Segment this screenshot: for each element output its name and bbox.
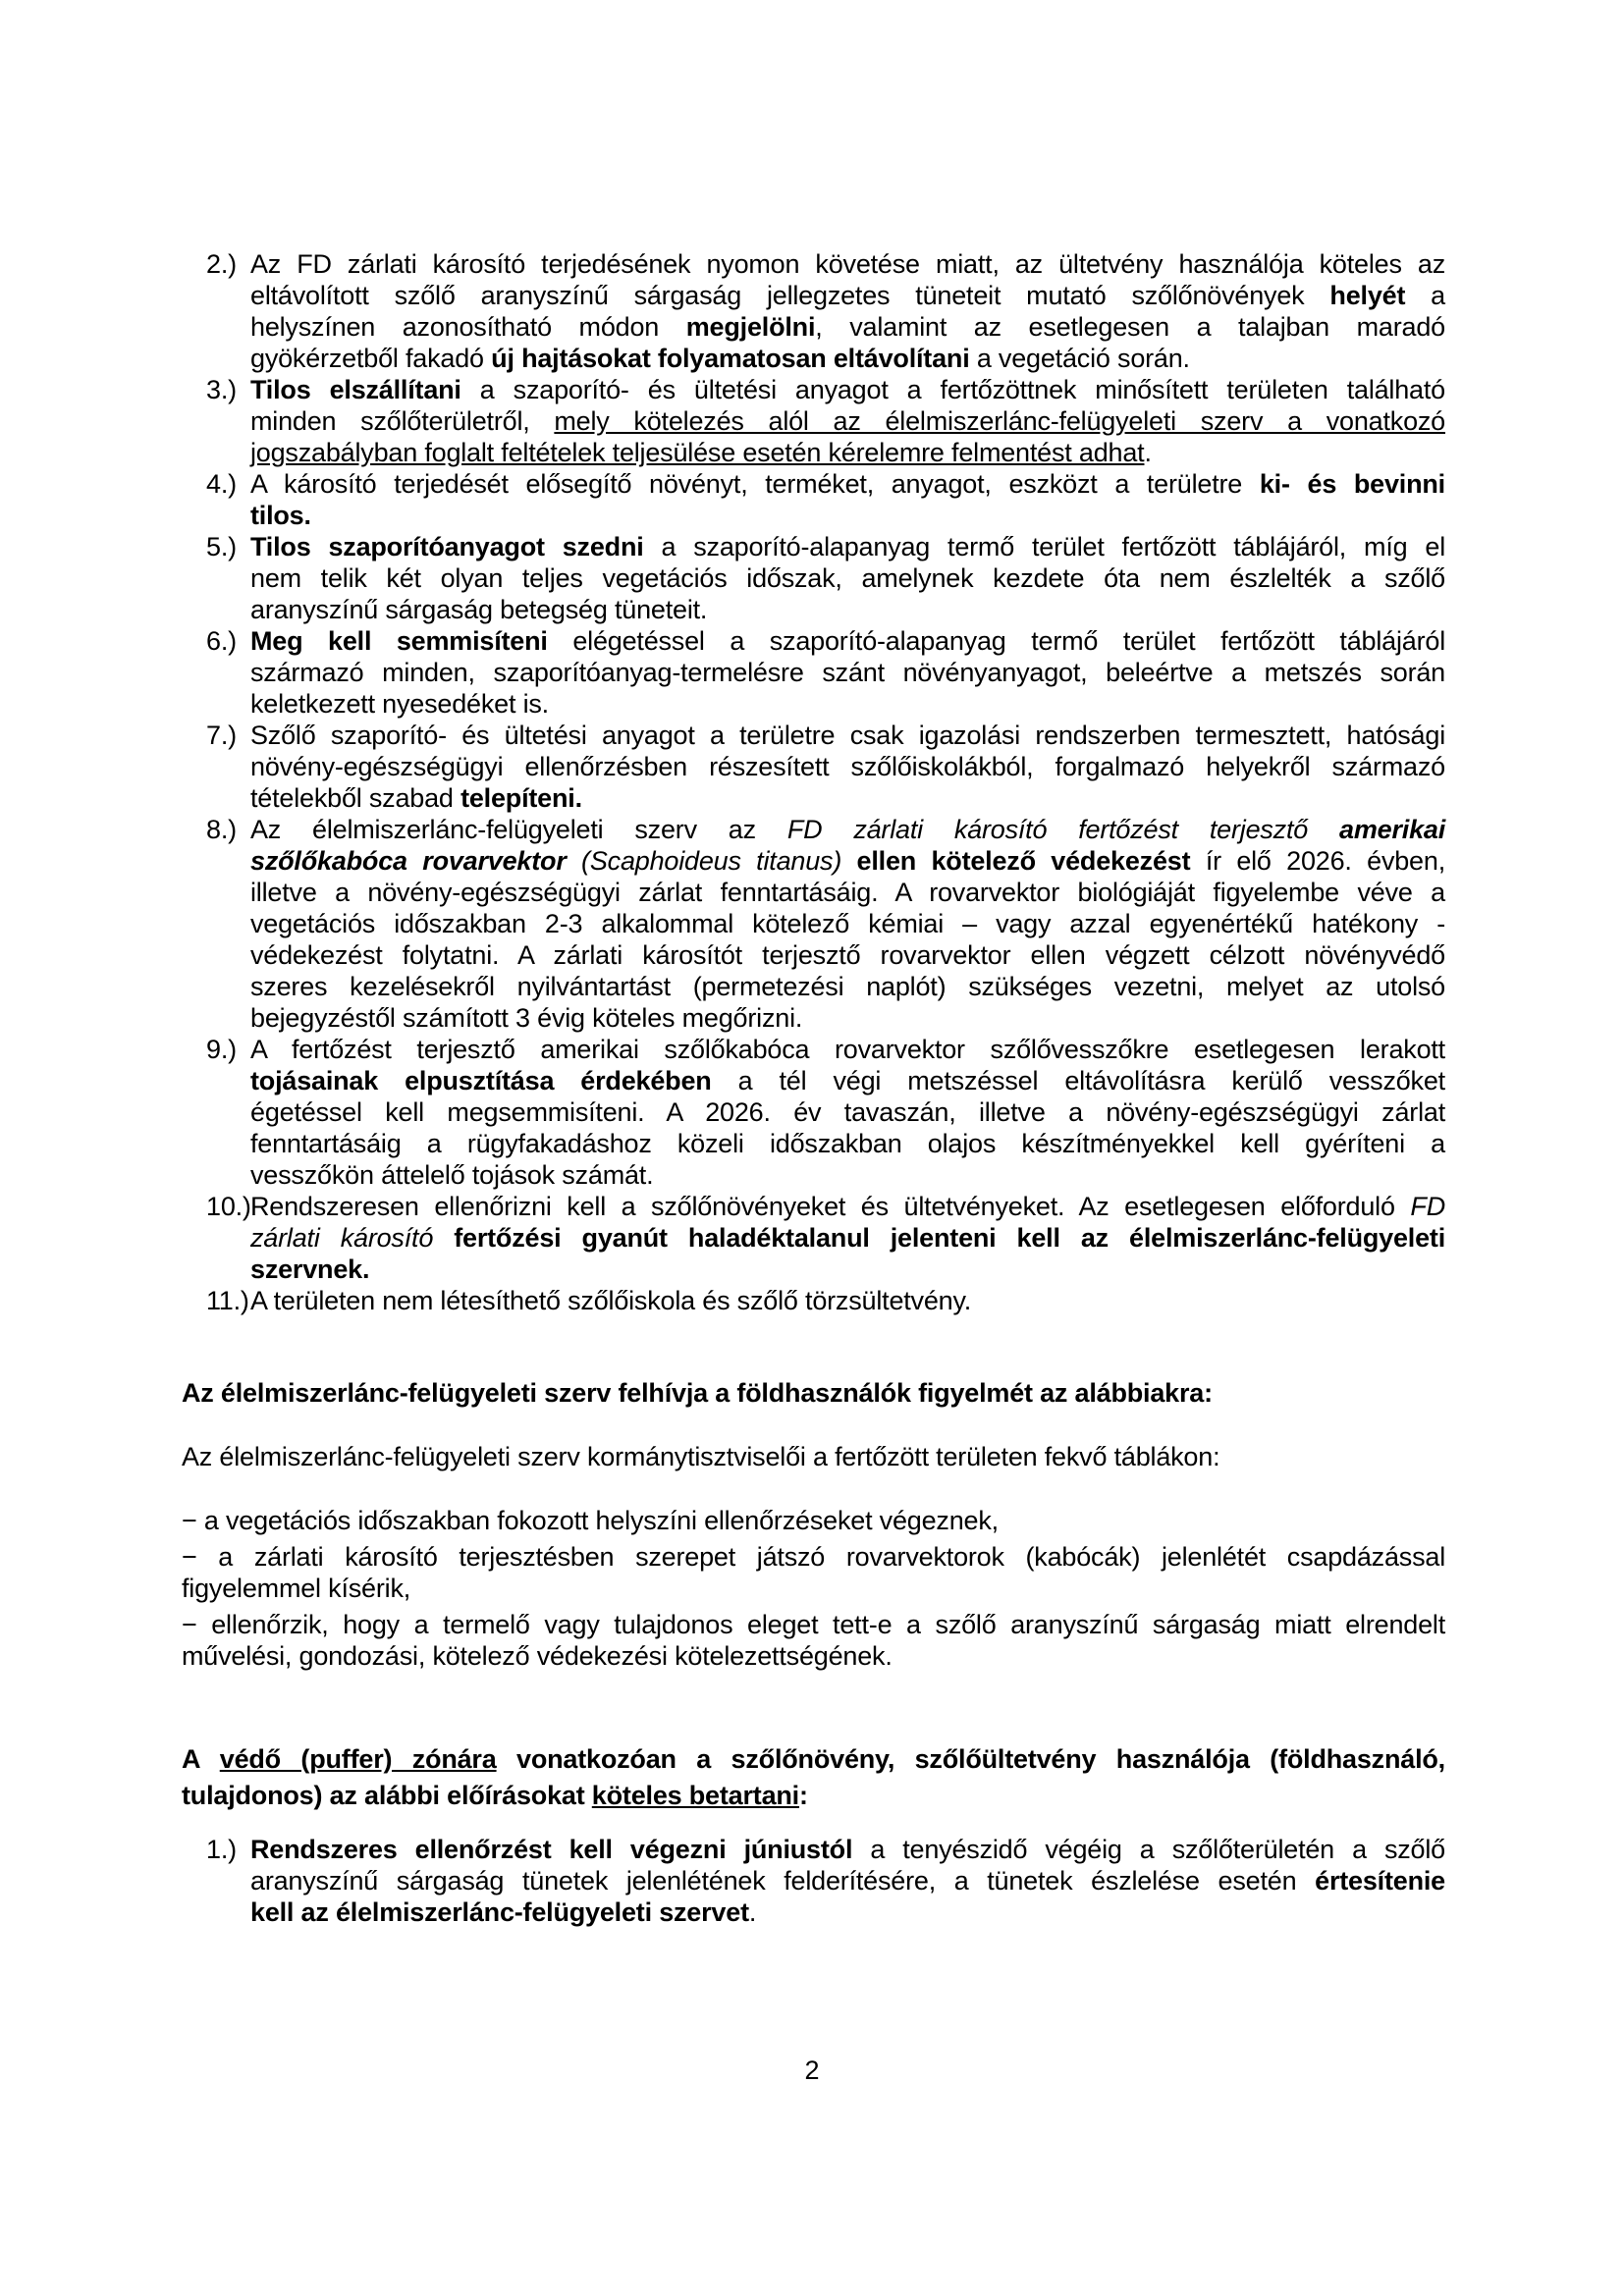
text-segment: tilos.: [250, 501, 311, 530]
item-number: 9.): [206, 1035, 237, 1064]
numbered-item: [182, 248, 1445, 374]
text-segment: a tél végi metszéssel eltávolításra kerülő vesszőket: [711, 1066, 1445, 1095]
text-line: [250, 782, 1445, 814]
text-segment: Az élelmiszerlánc-felügyeleti szerv kormánytisztviselői a fertőzött területen fekvő táblákon:: [182, 1442, 1220, 1471]
text-line: [250, 311, 1445, 343]
text-line: [250, 468, 1445, 500]
text-line: [250, 1254, 1445, 1285]
text-line: [182, 1541, 1445, 1573]
text-segment: égetéssel kell megsemmisíteni. A 2026. év tavaszán, illetve a növény-egészségügyi zárlat: [250, 1097, 1445, 1127]
text-line: [250, 1128, 1445, 1159]
dash-item: [182, 1541, 1445, 1604]
text-segment: Tilos elszállítani: [250, 375, 461, 404]
text-segment: vonatkozóan a szőlőnövény, szőlőültetvény használója (földhasználó,: [496, 1744, 1445, 1774]
page-number: 2: [804, 2056, 820, 2085]
text-line: [250, 405, 1445, 437]
text-segment: − ellenőrzik, hogy a termelő vagy tulajdonos eleget tett-e a szőlő aranyszínű sárgaság miatt elrendelt: [182, 1610, 1445, 1639]
item-number: 6.): [206, 626, 237, 656]
numbered-item: [182, 1285, 1445, 1316]
text-line: [250, 971, 1445, 1002]
text-line: [250, 657, 1445, 688]
text-segment: szőlőkabóca rovarvektor: [250, 846, 567, 876]
text-segment: fenntartásáig a rügyfakadáshoz közeli időszakban olajos készítményekkel kell gyéríteni a: [250, 1129, 1445, 1158]
text-segment: minden szőlőterületről,: [250, 406, 555, 436]
text-line: [250, 1002, 1445, 1034]
numbered-item: [182, 1191, 1445, 1285]
text-line: [250, 248, 1445, 280]
text-segment: ír elő 2026. évben,: [1190, 846, 1445, 876]
text-line: [250, 1285, 1445, 1316]
text-line: [250, 1896, 1445, 1928]
text-segment: FD: [1410, 1192, 1445, 1221]
numbered-item: [182, 468, 1445, 531]
text-segment: Az élelmiszerlánc-felügyeleti szerv felhívja a földhasználók figyelmét az alábbiakra:: [182, 1378, 1213, 1408]
text-segment: a szaporító- és ültetési anyagot a fertőzöttnek minősített területen található: [460, 375, 1445, 404]
text-line: [250, 374, 1445, 405]
text-segment: elégetéssel a szaporító-alapanyag termő terület fertőzött táblájáról: [547, 626, 1445, 656]
text-segment: tételekből szabad: [250, 783, 461, 813]
item-number: 4.): [206, 469, 237, 499]
dash-item: [182, 1505, 1445, 1536]
item-number: 10.): [206, 1192, 251, 1221]
numbered-item: [182, 531, 1445, 625]
text-segment: mely kötelezés alól az élelmiszerlánc-felügyeleti szerv a vonatkozó: [554, 406, 1445, 436]
text-segment: szervnek.: [250, 1255, 370, 1284]
text-segment: A: [182, 1744, 220, 1774]
text-segment: aranyszínű sárgaság betegség tüneteit.: [250, 595, 708, 624]
text-line: [250, 939, 1445, 971]
text-segment: .: [748, 1897, 757, 1927]
text-segment: A károsító terjedését elősegítő növényt, terméket, anyagot, eszközt a területre: [250, 469, 1260, 499]
text-segment: Tilos szaporítóanyagot szedni: [250, 532, 644, 561]
text-segment: a vegetáció során.: [969, 344, 1190, 373]
numbered-item: [182, 374, 1445, 468]
text-segment: keletkezett nyesedéket is.: [250, 689, 549, 719]
dash-item: [182, 1609, 1445, 1672]
text-segment: helyszínen azonosítható módon: [250, 312, 686, 342]
item-number: 3.): [206, 375, 237, 404]
numbered-item: [182, 1034, 1445, 1191]
text-segment: gyökérzetből fakadó: [250, 344, 492, 373]
text-segment: a: [1405, 281, 1445, 310]
text-line: [250, 688, 1445, 720]
text-segment: védekezést folytatni. A zárlati károsítót terjesztő rovarvektor ellen végzett célzott növényvédő: [250, 940, 1445, 970]
text-segment: szeres kezelésekről nyilvántartást (permetezési naplót) szükséges vezetni, melyet az utolsó: [250, 972, 1445, 1001]
item-number: 7.): [206, 721, 237, 750]
text-segment: tulajdonos) az alábbi előírásokat: [182, 1781, 592, 1810]
text-line: [250, 437, 1445, 468]
numbered-item: [182, 814, 1445, 1034]
text-segment: helyét: [1329, 281, 1406, 310]
numbered-item: [182, 720, 1445, 814]
text-segment: A területen nem létesíthető szőlőiskola és szőlő törzsültetvény.: [250, 1286, 972, 1315]
text-segment: a tenyészidő végéig a szőlőterületén a szőlő: [852, 1835, 1445, 1864]
document-body: [182, 248, 1445, 1928]
text-segment: bejegyzéstől számított 3 évig köteles megőrizni.: [250, 1003, 803, 1033]
text-segment: Meg kell semmisíteni: [250, 626, 548, 656]
text-segment: , valamint az esetlegesen a talajban maradó: [815, 312, 1445, 342]
text-segment: jogszabályban foglalt feltételek teljesülése esetén kérelemre felmentést adhat: [250, 438, 1145, 467]
heading1: [182, 1377, 1445, 1409]
text-segment: értesítenie: [1315, 1866, 1445, 1896]
text-line: [250, 877, 1445, 908]
text-line: [250, 280, 1445, 311]
text-segment: új hajtásokat folyamatosan eltávolítani: [491, 344, 970, 373]
item-number: 11.): [206, 1286, 249, 1315]
text-line: [182, 1441, 1445, 1472]
text-segment: vegetációs időszakban 2-3 alkalommal kötelező kémiai – vagy azzal egyenértékű hatékony -: [250, 909, 1445, 938]
text-segment: a szaporító-alapanyag termő terület fertőzött táblájáról, míg el: [643, 532, 1445, 561]
text-line: [250, 1191, 1445, 1222]
text-segment: növény-egészségügyi ellenőrzésben részesített szőlőiskolákból, forgalmazó helyekről származó: [250, 752, 1445, 781]
text-line: [250, 562, 1445, 594]
text-segment: Rendszeresen ellenőrizni kell a szőlőnövényeket és ültetvényeket. Az esetlegesen előforduló: [250, 1192, 1411, 1221]
text-line: [182, 1741, 1445, 1778]
text-segment: FD zárlati károsító fertőzést terjesztő: [786, 815, 1340, 844]
text-line: [250, 720, 1445, 751]
text-segment: .: [1144, 438, 1152, 467]
text-segment: eltávolított szőlő aranyszínű sárgaság jellegzetes tüneteit mutató szőlőnövények: [250, 281, 1330, 310]
text-segment: megjelölni: [685, 312, 816, 342]
text-line: [250, 1159, 1445, 1191]
text-line: [182, 1505, 1445, 1536]
item-number: 1.): [206, 1835, 237, 1864]
text-segment: illetve a növény-egészségügyi zárlat fenntartásáig. A rovarvektor biológiáját figyelembe véve a: [250, 878, 1445, 907]
text-line: [182, 1778, 1445, 1814]
numbered-item: [182, 1834, 1445, 1928]
text-line: [250, 1096, 1445, 1128]
paragraph: [182, 1441, 1445, 1472]
text-segment: zárlati károsító: [250, 1223, 455, 1253]
text-segment: amerikai: [1339, 815, 1445, 844]
text-line: [182, 1640, 1445, 1672]
text-line: [182, 1609, 1445, 1640]
text-line: [250, 751, 1445, 782]
item-number: 2.): [206, 249, 237, 279]
text-line: [250, 908, 1445, 939]
text-segment: figyelemmel kísérik,: [182, 1574, 411, 1603]
text-segment: A fertőzést terjesztő amerikai szőlőkabóca rovarvektor szőlővesszőkre esetlegesen lerakott: [250, 1035, 1445, 1064]
text-segment: ellen kötelező védekezést: [856, 846, 1191, 876]
text-segment: Az FD zárlati károsító terjedésének nyomon követése miatt, az ültetvény használója köteles az: [250, 249, 1445, 279]
item-number: 5.): [206, 532, 237, 561]
numbered-item: [182, 625, 1445, 720]
text-segment: telepíteni.: [460, 783, 582, 813]
text-line: [250, 625, 1445, 657]
text-segment: − a vegetációs időszakban fokozott helyszíni ellenőrzéseket végeznek,: [182, 1506, 999, 1535]
text-segment: kell az élelmiszerlánc-felügyeleti szervet: [250, 1897, 749, 1927]
heading2: [182, 1741, 1445, 1814]
text-segment: Szőlő szaporító- és ültetési anyagot a területre csak igazolási rendszerben termesztett, hatósági: [250, 721, 1445, 750]
text-line: [250, 1865, 1445, 1896]
text-line: [182, 1377, 1445, 1409]
text-line: [250, 343, 1445, 374]
text-segment: vesszőkön áttelelő tojások számát.: [250, 1160, 654, 1190]
text-line: [250, 814, 1445, 845]
text-segment: védő (puffer) zónára: [219, 1744, 497, 1774]
text-segment: tojásainak elpusztítása érdekében: [250, 1066, 712, 1095]
text-line: [250, 1065, 1445, 1096]
text-line: [250, 500, 1445, 531]
text-segment: (Scaphoideus titanus): [566, 846, 857, 876]
text-line: [250, 1034, 1445, 1065]
text-segment: aranyszínű sárgaság tünetek jelenlétének felderítésére, a tünetek észlelése esetén: [250, 1866, 1316, 1896]
text-line: [250, 845, 1445, 877]
text-segment: ki- és bevinni: [1259, 469, 1445, 499]
text-segment: nem telik két olyan teljes vegetációs időszak, amelynek kezdete óta nem észlelték a szőlő: [250, 563, 1445, 593]
text-segment: köteles betartani: [591, 1781, 799, 1810]
text-line: [250, 1834, 1445, 1865]
text-line: [182, 1573, 1445, 1604]
text-segment: Rendszeres ellenőrzést kell végezni júniustól: [250, 1835, 853, 1864]
text-segment: Az élelmiszerlánc-felügyeleti szerv az: [250, 815, 787, 844]
text-segment: :: [798, 1781, 808, 1810]
text-segment: művelési, gondozási, kötelező védekezési kötelezettségének.: [182, 1641, 893, 1671]
text-segment: származó minden, szaporítóanyag-termelésre szánt növényanyagot, beleértve a metszés során: [250, 658, 1445, 687]
text-line: [250, 594, 1445, 625]
text-segment: − a zárlati károsító terjesztésben szerepet játszó rovarvektorok (kabócák) jelenlétét csapdázással: [182, 1542, 1445, 1572]
text-line: [250, 531, 1445, 562]
text-line: [250, 1222, 1445, 1254]
text-segment: fertőzési gyanút haladéktalanul jelenteni kell az élelmiszerlánc-felügyeleti: [454, 1223, 1445, 1253]
item-number: 8.): [206, 815, 237, 844]
